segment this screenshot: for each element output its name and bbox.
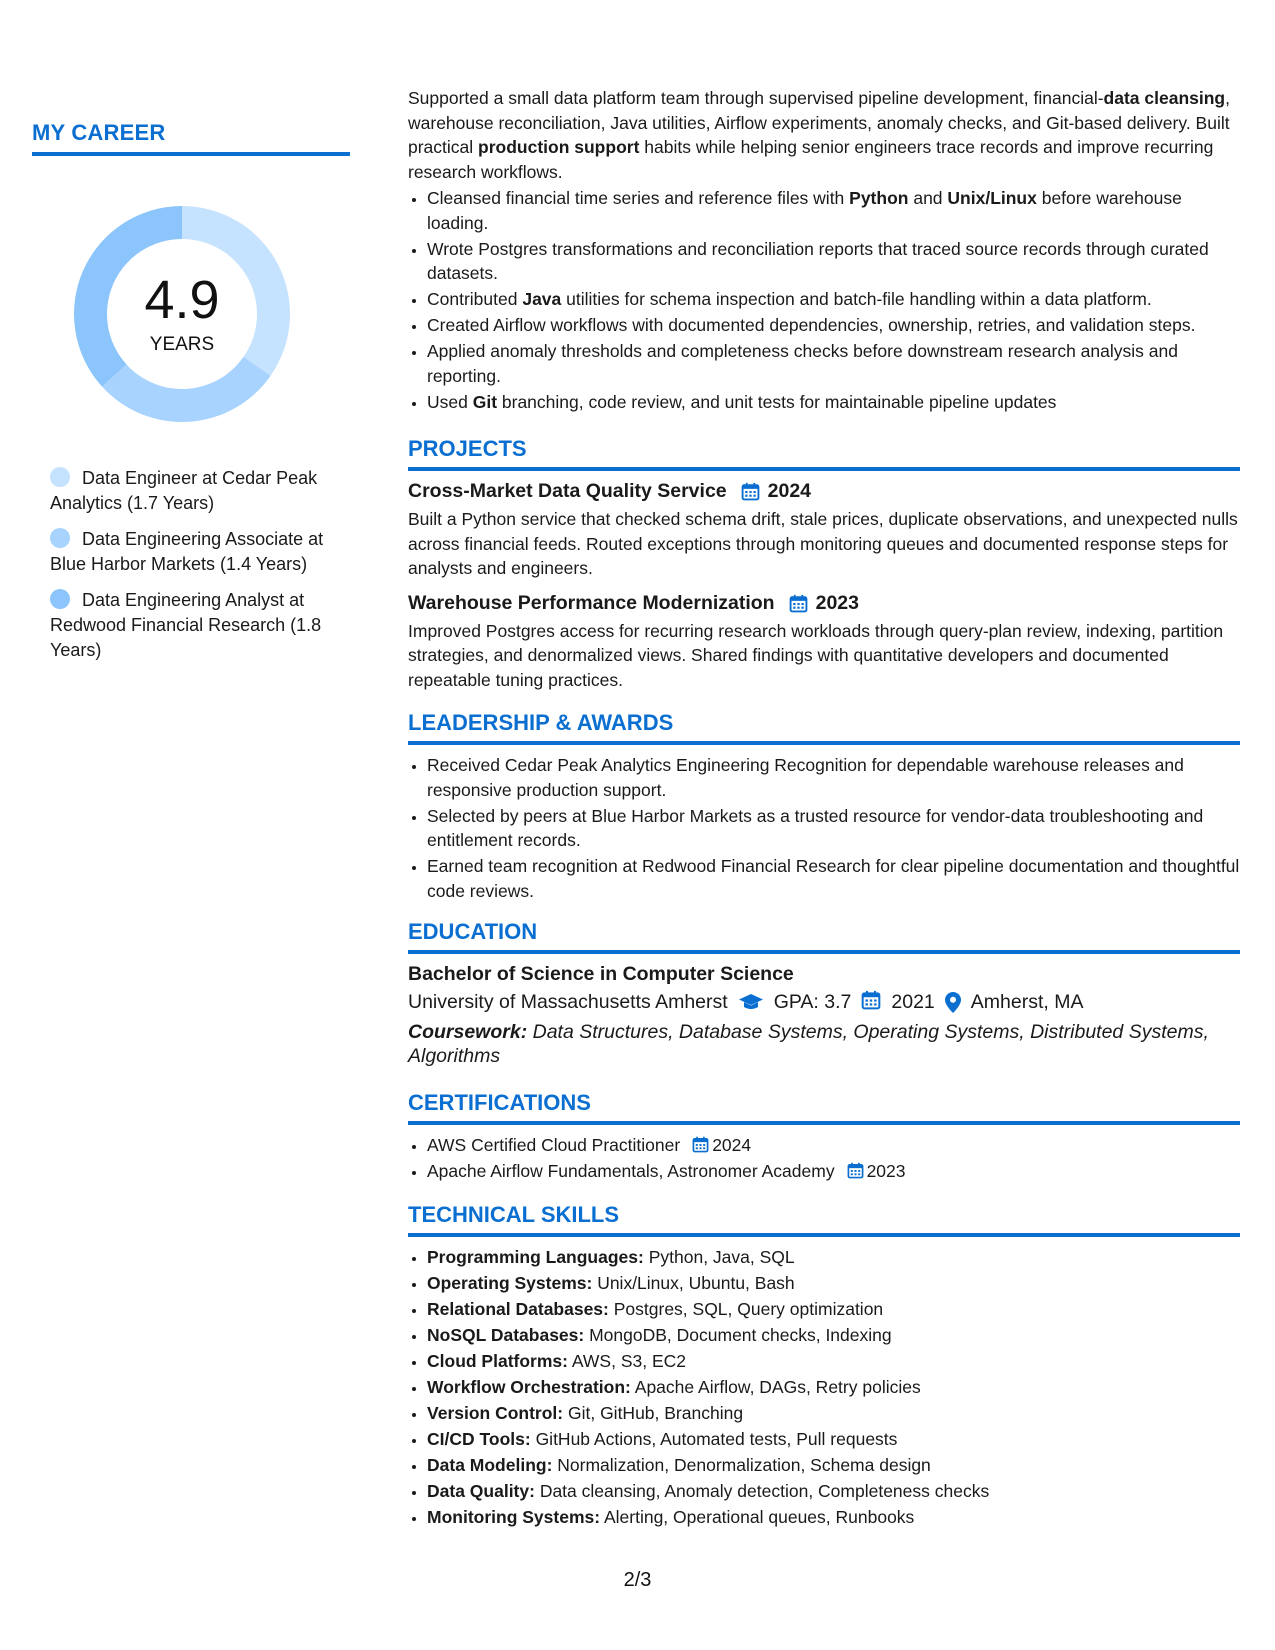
- projects-title: PROJECTS: [408, 436, 1240, 471]
- skill-item: [427, 1401, 1240, 1426]
- experience-bullet: [427, 186, 1240, 235]
- legend-dot: [50, 528, 70, 548]
- project-item: [408, 592, 1240, 693]
- skill-category: Programming Languages:: [427, 1246, 644, 1267]
- project-year: 2023: [815, 591, 859, 614]
- career-legend: [50, 466, 350, 663]
- project-name: Warehouse Performance Modernization: [408, 591, 775, 614]
- bold-text: Python: [849, 188, 909, 208]
- bold-text: production support: [478, 137, 640, 157]
- skill-item: [427, 1453, 1240, 1478]
- edu-coursework: [408, 1020, 1240, 1068]
- skill-values: Apache Airflow, DAGs, Retry policies: [630, 1376, 921, 1397]
- skill-values: Python, Java, SQL: [643, 1246, 795, 1267]
- legend-label: Data Engineer at Cedar Peak Analytics (1.7 Years): [50, 468, 318, 513]
- experience-bullet: [427, 390, 1240, 415]
- coursework-list: Data Structures, Database Systems, Operating Systems, Distributed Systems, Algorithms: [408, 1021, 1209, 1067]
- edu-location: Amherst, MA: [970, 990, 1084, 1013]
- project-heading: [408, 592, 1240, 615]
- project-heading: [408, 480, 1240, 503]
- bold-text: Git: [472, 391, 498, 412]
- skill-item: [427, 1427, 1240, 1452]
- text-run: before warehouse loading.: [427, 188, 1182, 233]
- skill-values: Postgres, SQL, Query optimization: [608, 1298, 884, 1319]
- skill-values: Git, GitHub, Branching: [563, 1402, 744, 1423]
- legend-dot: [50, 589, 70, 609]
- leadership-title: LEADERSHIP & AWARDS: [408, 710, 1240, 745]
- text-run: branching, code review, and unit tests for maintainable pipeline updates: [497, 391, 1057, 412]
- text-run: Supported a small data platform team through supervised pipeline development, financial-: [408, 88, 1104, 108]
- text-run: Used: [427, 391, 473, 412]
- legend-item: [50, 527, 350, 577]
- legend-label: Data Engineering Analyst at Redwood Financial Research (1.8 Years): [50, 590, 322, 660]
- career-sidebar: [32, 120, 350, 674]
- legend-item: [50, 466, 350, 516]
- skill-category: Cloud Platforms:: [427, 1350, 568, 1371]
- leadership-item: • Received Cedar Peak Analytics Engineering Recognition for dependable warehouse releases and responsive production support.: [427, 753, 1240, 802]
- skill-category: Relational Databases:: [427, 1298, 609, 1319]
- skill-category: Workflow Orchestration:: [427, 1376, 631, 1397]
- page-number: 2/3: [623, 1569, 652, 1591]
- calendar-icon: [847, 1162, 864, 1179]
- skill-category: CI/CD Tools:: [427, 1428, 531, 1449]
- experience-bullet: [427, 313, 1240, 338]
- skill-item: [427, 1245, 1240, 1270]
- legend-label: Data Engineering Associate at Blue Harbor Markets (1.4 Years): [50, 529, 324, 574]
- calendar-icon: [861, 990, 881, 1014]
- projects-list: [408, 480, 1240, 692]
- skill-category: Monitoring Systems:: [427, 1506, 601, 1527]
- experience-bullet: [427, 237, 1240, 286]
- project-item: [408, 480, 1240, 581]
- text-run: Created Airflow workflows with documented dependencies, ownership, retries, and validation steps.: [427, 315, 1196, 335]
- text-run: Contributed: [427, 289, 523, 309]
- calendar-icon: [692, 1136, 709, 1153]
- certifications-list: [408, 1133, 1240, 1184]
- edu-school: University of Massachusetts Amherst: [408, 990, 728, 1013]
- edu-year: 2021: [891, 990, 935, 1013]
- skill-category: Version Control:: [427, 1402, 564, 1423]
- skills-title: TECHNICAL SKILLS: [408, 1202, 1240, 1237]
- certification-name: Apache Airflow Fundamentals, Astronomer Academy: [427, 1161, 835, 1181]
- coursework-label: Coursework:: [408, 1021, 528, 1043]
- project-description: Built a Python service that checked schema drift, stale prices, duplicate observations, and unexpected nulls across financial feeds. Routed exceptions through monitoring queues and documented response steps for analysts and engineers.: [408, 509, 1238, 578]
- skill-category: Operating Systems:: [427, 1272, 593, 1293]
- leadership-list: [408, 753, 1240, 903]
- bold-text: Unix/Linux: [947, 188, 1037, 208]
- skill-values: Alerting, Operational queues, Runbooks: [600, 1506, 915, 1527]
- edu-gpa: GPA: 3.7: [773, 990, 852, 1013]
- certification-year: 2023: [866, 1161, 906, 1181]
- text-run: Applied anomaly thresholds and completeness checks before downstream research analysis and reporting.: [427, 341, 1178, 386]
- text-run: habits while helping senior engineers trace records and improve recurring research workflows.: [408, 137, 1214, 182]
- project-year: 2024: [767, 480, 812, 502]
- text-run: utilities for schema inspection and batch-file handling within a data platform.: [561, 289, 1152, 309]
- skill-category: NoSQL Databases:: [427, 1324, 585, 1345]
- text-run: Cleansed financial time series and reference files with: [427, 188, 850, 208]
- career-title: MY CAREER: [32, 120, 350, 156]
- main-content: [408, 86, 1240, 1531]
- calendar-icon: [861, 990, 881, 1010]
- skill-category: Data Quality:: [427, 1480, 535, 1501]
- text-run: Wrote Postgres transformations and reconciliation reports that traced source records through curated datasets.: [427, 238, 1209, 283]
- project-description: Improved Postgres access for recurring research workloads through query-plan review, indexing, partition strategies, and denormalized views. Shared findings with quantitative developers and documented repeatable tuning practices.: [408, 620, 1224, 690]
- donut-center: [66, 198, 298, 430]
- experience-bullet: [427, 339, 1240, 388]
- text-run: and: [908, 188, 948, 208]
- skill-item: [427, 1297, 1240, 1322]
- text-run: , warehouse reconciliation, Java utilities, Airflow experiments, anomaly checks, and Git-based delivery. Built practical: [408, 88, 1230, 157]
- career-donut-chart: [66, 198, 298, 430]
- skill-values: MongoDB, Document checks, Indexing: [584, 1324, 892, 1345]
- bold-text: Java: [522, 289, 562, 309]
- education-entry: [408, 963, 1240, 1068]
- bold-text: data cleansing: [1103, 88, 1226, 108]
- graduation-cap-icon: [738, 993, 764, 1011]
- skill-values: Data cleansing, Anomaly detection, Completeness checks: [534, 1480, 990, 1501]
- skill-item: [427, 1271, 1240, 1296]
- skill-category: Data Modeling:: [427, 1454, 553, 1475]
- leadership-item: • Earned team recognition at Redwood Financial Research for clear pipeline documentation and thoughtful code reviews.: [427, 854, 1240, 903]
- skill-values: Normalization, Denormalization, Schema design: [552, 1454, 931, 1475]
- skill-values: Unix/Linux, Ubuntu, Bash: [592, 1272, 795, 1293]
- edu-degree: Bachelor of Science in Computer Science: [408, 963, 794, 985]
- skill-values: GitHub Actions, Automated tests, Pull requests: [530, 1428, 898, 1449]
- skill-item: [427, 1479, 1240, 1504]
- certifications-title: CERTIFICATIONS: [408, 1090, 1240, 1125]
- edu-details: [408, 990, 1240, 1014]
- certification-item: [427, 1159, 1240, 1184]
- leadership-item: • Selected by peers at Blue Harbor Markets as a trusted resource for vendor-data troubleshooting and entitlement records.: [427, 804, 1240, 853]
- skill-item: [427, 1349, 1240, 1374]
- project-name: Cross-Market Data Quality Service: [408, 480, 727, 502]
- legend-item: [50, 588, 350, 663]
- skills-list: [408, 1245, 1240, 1530]
- education-title: EDUCATION: [408, 919, 1240, 954]
- experience-bullets: [408, 186, 1240, 414]
- total-years-unit: YEARS: [149, 334, 215, 355]
- map-pin-icon: [945, 992, 961, 1013]
- certification-item: [427, 1133, 1240, 1158]
- total-years-value: 4.9: [144, 270, 220, 330]
- skill-item: [427, 1323, 1240, 1348]
- experience-bullet: [427, 287, 1240, 312]
- certification-year: 2024: [712, 1135, 752, 1155]
- calendar-icon: [741, 482, 760, 501]
- skill-values: AWS, S3, EC2: [567, 1350, 686, 1371]
- skill-item: [427, 1375, 1240, 1400]
- legend-dot: [50, 467, 70, 487]
- skill-item: [427, 1505, 1240, 1530]
- calendar-icon: [789, 594, 808, 613]
- certification-name: AWS Certified Cloud Practitioner: [427, 1135, 681, 1155]
- experience-summary: [408, 86, 1240, 184]
